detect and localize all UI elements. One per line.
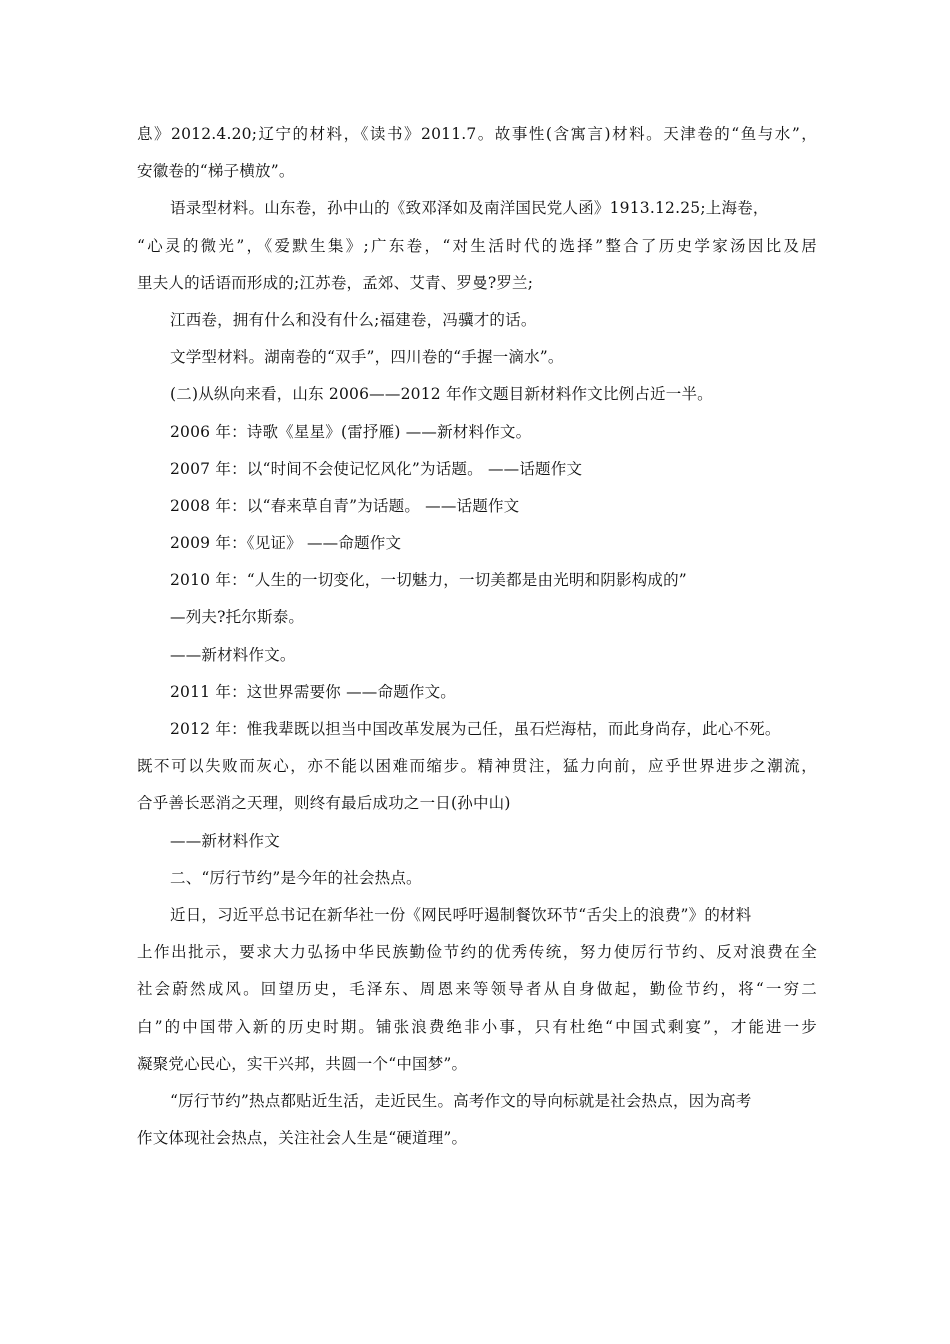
text-line: 白”的中国带入新的历史时期。铺张浪费绝非小事，只有杜绝“中国式剩宴”，才能进一步 [137,1017,817,1036]
text-line: “心灵的微光”，《爱默生集》;广东卷，“对生活时代的选择”整合了历史学家汤因比及居 [137,236,817,255]
text-line: 近日，习近平总书记在新华社一份《网民呼吁遏制餐饮环节“舌尖上的浪费”》的材料 [170,905,752,924]
text-line: 既不可以失败而灰心，亦不能以困难而缩步。精神贯注，猛力向前，应乎世界进步之潮流， [137,757,817,776]
text-line: 2008 年：以“春来草自青”为话题。 ——话题作文 [170,496,520,515]
text-line: (二)从纵向来看，山东 2006——2012 年作文题目新材料作文比例占近一半。 [170,385,713,404]
text-line: 文学型材料。湖南卷的“双手”，四川卷的“手握一滴水”。 [170,348,564,367]
text-line: 2010 年：“人生的一切变化，一切魅力，一切美都是由光明和阴影构成的” [170,571,687,590]
text-line: ——新材料作文。 [170,645,296,664]
text-line: 上作出批示，要求大力弘扬中华民族勤俭节约的优秀传统，努力使厉行节约、反对浪费在全 [137,943,817,962]
text-line: 2012 年：惟我辈既以担当中国改革发展为己任，虽石烂海枯，而此身尚存，此心不死。 [170,720,781,738]
text-line: “厉行节约”热点都贴近生活，走近民生。高考作文的导向标就是社会热点，因为高考 [170,1091,752,1110]
text-line: 2006 年：诗歌《星星》(雷抒雁) ——新材料作文。 [170,422,532,441]
text-line: 社会蔚然成风。回望历史，毛泽东、周恩来等领导者从自身做起，勤俭节约，将“一穷二 [137,980,817,999]
text-line: 安徽卷的“梯子横放”。 [137,162,295,181]
text-line: 江西卷，拥有什么和没有什么;福建卷，冯骥才的话。 [170,310,537,329]
text-line: 2007 年：以“时间不会使记忆风化”为话题。 ——话题作文 [170,459,583,478]
text-line: 息》2012.4.20;辽宁的材料，《读书》2011.7。故事性(含寓言)材料。天津卷的“鱼与水”， [137,125,817,143]
text-line: —列夫?托尔斯泰。 [170,608,305,627]
document-body [137,116,817,1157]
text-line: 2011 年：这世界需要你 ——命题作文。 [170,682,457,701]
text-line: 二、“厉行节约”是今年的社会热点。 [170,868,422,887]
text-line: 作文体现社会热点，关注社会人生是“硬道理”。 [137,1129,468,1148]
text-line: 凝聚党心民心，实干兴邦，共圆一个“中国梦”。 [137,1054,468,1073]
text-line: ——新材料作文 [170,831,280,850]
text-line: 里夫人的话语而形成的;江苏卷，孟郊、艾青、罗曼?罗兰; [137,273,534,292]
text-line: 语录型材料。山东卷，孙中山的《致邓泽如及南洋国民党人函》1913.12.25;上海卷， [170,199,769,218]
text-line: 2009 年：《见证》 ——命题作文 [170,534,402,553]
text-line: 合乎善长恶消之天理，则终有最后成功之一日(孙中山) [137,794,511,813]
